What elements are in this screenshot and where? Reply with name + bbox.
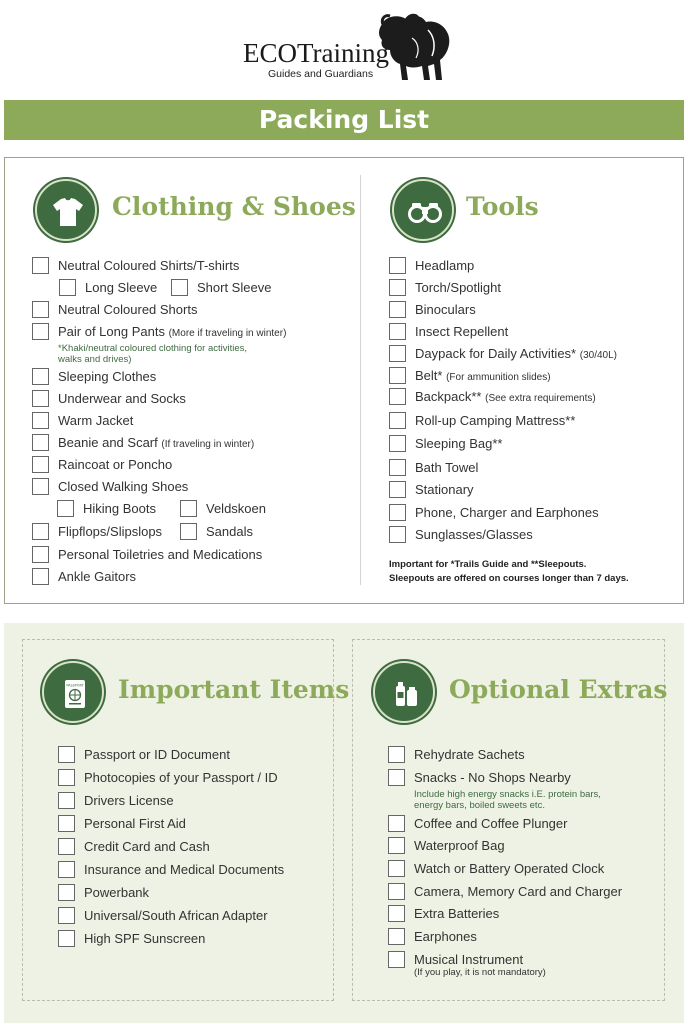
bottles-icon (373, 661, 435, 723)
backpack-label: Backpack** (415, 389, 482, 404)
checkbox[interactable] (389, 504, 406, 521)
item-label: Snacks - No Shops Nearby (414, 770, 571, 785)
item-label (58, 434, 254, 454)
checkbox[interactable] (32, 434, 49, 451)
checkbox[interactable] (58, 769, 75, 786)
item-label: Torch/Spotlight (415, 280, 501, 295)
pants-note: (More if traveling in winter) (168, 328, 287, 339)
item-label: Extra Batteries (414, 906, 500, 921)
important-section-title: Important Items (118, 675, 350, 704)
item-label: Warm Jacket (58, 413, 134, 428)
checkbox[interactable] (388, 746, 405, 763)
item-label: Waterproof Bag (414, 838, 505, 853)
checkbox[interactable] (58, 907, 75, 924)
passport-icon-label: PASSPORT (66, 683, 84, 688)
snacks-note-line-1: Include high energy snacks i.E. protein bars, (414, 789, 601, 800)
checkbox[interactable] (180, 523, 197, 540)
item-label: Drivers License (84, 793, 174, 808)
belt-label: Belt* (415, 368, 443, 383)
item-label (415, 388, 596, 408)
checkbox[interactable] (388, 769, 405, 786)
checkbox[interactable] (389, 345, 406, 362)
checkbox[interactable] (389, 323, 406, 340)
instrument-note: (If you play, it is not mandatory) (414, 967, 546, 978)
checkbox[interactable] (389, 435, 406, 452)
checkbox[interactable] (32, 456, 49, 473)
checkbox[interactable] (389, 526, 406, 543)
backpack-note: (See extra requirements) (485, 393, 596, 404)
checkbox[interactable] (32, 412, 49, 429)
snacks-note-line-2: energy bars, boiled sweets etc. (414, 800, 545, 811)
checkbox[interactable] (32, 301, 49, 318)
pants-label: Pair of Long Pants (58, 324, 165, 339)
item-label: Raincoat or Poncho (58, 457, 173, 472)
tools-note-line-2: Sleepouts are offered on courses longer than 7 days. (389, 573, 629, 584)
item-label: Veldskoen (206, 501, 266, 516)
checkbox[interactable] (58, 838, 75, 855)
passport-icon (42, 661, 104, 723)
checkbox[interactable] (180, 500, 197, 517)
clothing-section-title: Clothing & Shoes (112, 192, 356, 221)
item-label: Flipflops/Slipslops (58, 524, 163, 539)
item-label: Sleeping Clothes (58, 369, 157, 384)
item-label: Phone, Charger and Earphones (415, 505, 599, 520)
item-label: Short Sleeve (197, 280, 272, 295)
daypack-note: (30/40L) (579, 350, 617, 361)
tools-note-line-1: Important for *Trails Guide and **Sleepouts. (389, 559, 587, 570)
checkbox[interactable] (58, 884, 75, 901)
item-label: Binoculars (415, 302, 476, 317)
item-label: Watch or Battery Operated Clock (414, 861, 605, 876)
brand-tagline: Guides and Guardians (268, 68, 374, 80)
checkbox[interactable] (58, 746, 75, 763)
khaki-note-line-2: walks and drives) (58, 354, 132, 365)
item-label: Universal/South African Adapter (84, 908, 268, 923)
optional-section-title: Optional Extras (449, 675, 668, 704)
checkbox[interactable] (32, 546, 49, 563)
header (0, 0, 688, 95)
khaki-note-line-1: *Khaki/neutral coloured clothing for activities, (58, 343, 248, 354)
binoculars-icon (392, 179, 454, 241)
checkbox[interactable] (32, 390, 49, 407)
belt-note: (For ammunition slides) (446, 372, 551, 383)
item-label: Neutral Coloured Shorts (58, 302, 198, 317)
item-label: Sunglasses/Glasses (415, 527, 533, 542)
item-label: Underwear and Socks (58, 391, 186, 406)
tools-important-note (389, 558, 629, 586)
item-label: Insurance and Medical Documents (84, 862, 285, 877)
daypack-label: Daypack for Daily Activities* (415, 346, 577, 361)
checkbox[interactable] (32, 323, 49, 340)
item-label (415, 367, 551, 387)
checkbox[interactable] (389, 257, 406, 274)
item-label: Powerbank (84, 885, 150, 900)
page-title: Packing List (258, 105, 430, 134)
item-label: Credit Card and Cash (84, 839, 210, 854)
checkbox[interactable] (57, 500, 74, 517)
item-label: Personal Toiletries and Medications (58, 547, 263, 562)
item-label: Headlamp (415, 258, 475, 273)
item-label: Bath Towel (415, 460, 479, 475)
checkbox[interactable] (32, 478, 49, 495)
item-label (415, 345, 617, 365)
item-label: Neutral Coloured Shirts/T-shirts (58, 258, 240, 273)
item-label: Roll-up Camping Mattress** (415, 413, 576, 428)
checkbox[interactable] (388, 951, 405, 968)
checkbox[interactable] (389, 388, 406, 405)
item-label: Musical Instrument (414, 952, 524, 967)
item-label: Closed Walking Shoes (58, 479, 189, 494)
tools-section-title: Tools (466, 192, 539, 221)
checkbox[interactable] (388, 928, 405, 945)
item-label: Insect Repellent (415, 324, 509, 339)
checkbox[interactable] (388, 905, 405, 922)
checkbox[interactable] (388, 815, 405, 832)
item-label: Photocopies of your Passport / ID (84, 770, 278, 785)
checkbox[interactable] (59, 279, 76, 296)
checkbox[interactable] (58, 792, 75, 809)
brand-name-part2: Training (297, 38, 390, 68)
item-label: Hiking Boots (83, 501, 156, 516)
item-label: High SPF Sunscreen (84, 931, 206, 946)
item-label: Passport or ID Document (84, 747, 230, 762)
t-shirt-icon (35, 179, 97, 241)
item-label: Ankle Gaitors (58, 569, 137, 584)
brand-name-part1: ECO (243, 38, 297, 68)
title-bar (4, 100, 684, 140)
checkbox[interactable] (32, 257, 49, 274)
checkbox[interactable] (32, 523, 49, 540)
checkbox[interactable] (58, 930, 75, 947)
item-label: Long Sleeve (85, 280, 158, 295)
checkbox[interactable] (389, 412, 406, 429)
checkbox[interactable] (32, 368, 49, 385)
item-label: Rehydrate Sachets (414, 747, 525, 762)
checkbox[interactable] (171, 279, 188, 296)
checkbox[interactable] (388, 860, 405, 877)
beanie-label: Beanie and Scarf (58, 435, 158, 450)
item-label: Earphones (414, 929, 477, 944)
item-label: Personal First Aid (84, 816, 186, 831)
checkbox[interactable] (58, 815, 75, 832)
item-label: Camera, Memory Card and Charger (414, 884, 623, 899)
item-label: Stationary (415, 482, 474, 497)
checkbox[interactable] (389, 481, 406, 498)
item-label: Coffee and Coffee Plunger (414, 816, 568, 831)
beanie-note: (If traveling in winter) (161, 439, 255, 450)
checkbox[interactable] (388, 883, 405, 900)
checkbox[interactable] (388, 837, 405, 854)
brand-logo-text (243, 38, 389, 69)
checkbox[interactable] (389, 367, 406, 384)
checkbox[interactable] (389, 279, 406, 296)
item-label: Sleeping Bag** (415, 436, 503, 451)
checkbox[interactable] (32, 568, 49, 585)
column-divider (360, 175, 361, 585)
buffalo-logo-icon (376, 10, 454, 84)
item-label (58, 323, 286, 343)
checkbox[interactable] (389, 301, 406, 318)
item-label: Sandals (206, 524, 253, 539)
checkbox[interactable] (58, 861, 75, 878)
checkbox[interactable] (389, 459, 406, 476)
